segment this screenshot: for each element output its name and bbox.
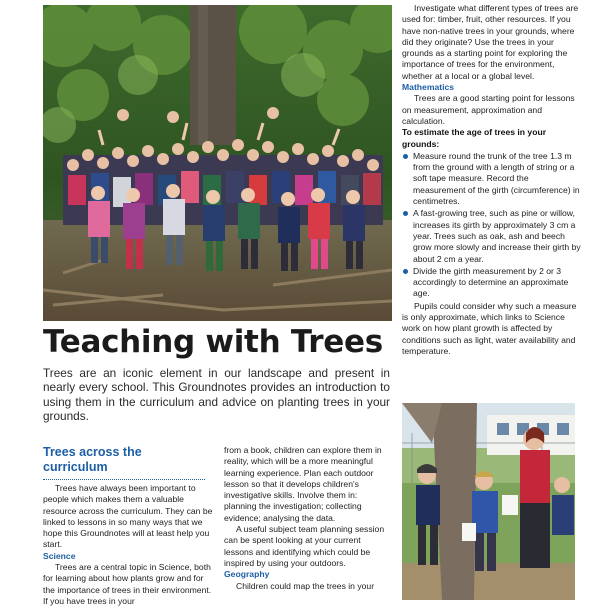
bullet-icon (403, 269, 408, 274)
trees-uses-paragraph: Investigate what different types of trees are used for: timber, fruit, other resources. If you have non-native trees in your grounds, where did they originate? Use the trees in your grounds as a starting point for exploring the importance of trees for the environment, whether at a local or a global level. (402, 3, 579, 81)
estimate-age-steps (402, 151, 582, 300)
curriculum-heading: Trees across the curriculum (43, 445, 205, 480)
list-item: A fast-growing tree, such as pine or willow, increases its girth by approximately 3 cm a year. Trees such as oak, ash and beech grow more slowly and increase their girth by about 2 cm a year. (402, 208, 582, 264)
mathematics-text: Trees are a good starting point for lessons on measurement, approximation and calculation. (402, 93, 575, 126)
column-continued (224, 445, 392, 592)
estimate-age-heading: To estimate the age of trees in your grounds: (402, 127, 547, 149)
science-heading: Science (43, 550, 76, 561)
tree-trunk (190, 5, 236, 145)
bullet-icon (403, 154, 408, 159)
outdoor-learning-paragraph: from a book, children can explore them in reality, which will be a more meaningful learning experience. Plan each outdoor lesson so that it develops children's investigative skills. Involve them in: planning the investigation; collecting evidence; analysing the data. (224, 445, 382, 523)
intro-paragraph: Trees are an iconic element in our landscape and present in nearly every school. This Groundnotes provides an introduction to using them in the curriculum and advice on planting trees in your grounds. (43, 366, 390, 424)
page-title: Teaching with Trees (43, 324, 383, 360)
curriculum-paragraph: Trees have always been important to people which makes them a valuable resource across the curriculum. They can be linked to lessons in so many ways that we hope this Groundnotes will at least help you start. (43, 483, 213, 550)
geography-text: Children could map the trees in your (236, 580, 375, 591)
right-column (402, 3, 582, 357)
column-curriculum (43, 445, 215, 607)
science-text: Trees are a central topic in Science, both for learning about how plants grow and for the importance of trees in their environment. If you have trees in your (43, 562, 212, 606)
list-item: Divide the girth measurement by 2 or 3 accordingly to determine an approximate age. (402, 266, 582, 300)
mathematics-heading: Mathematics (402, 82, 455, 93)
planning-paragraph: A useful subject team planning session can be spent looking at your current lessons and identifying which could be inspired by using your outdoors. (224, 524, 385, 568)
hero-photo-children-under-trees (43, 5, 392, 321)
list-item: Measure round the trunk of the tree 1.3 m from the ground with a length of string or a soft tape measure. Record the measurement of the girth (circumference) in centimetres. (402, 151, 582, 207)
pupils-paragraph: Pupils could consider why such a measure is only approximate, which links to Science work on how plant growth is affected by conditions such as light, water availability and temperature. (402, 300, 577, 356)
geography-heading: Geography (224, 569, 270, 580)
photo-children-with-teacher (402, 403, 575, 600)
bullet-icon (403, 211, 408, 216)
